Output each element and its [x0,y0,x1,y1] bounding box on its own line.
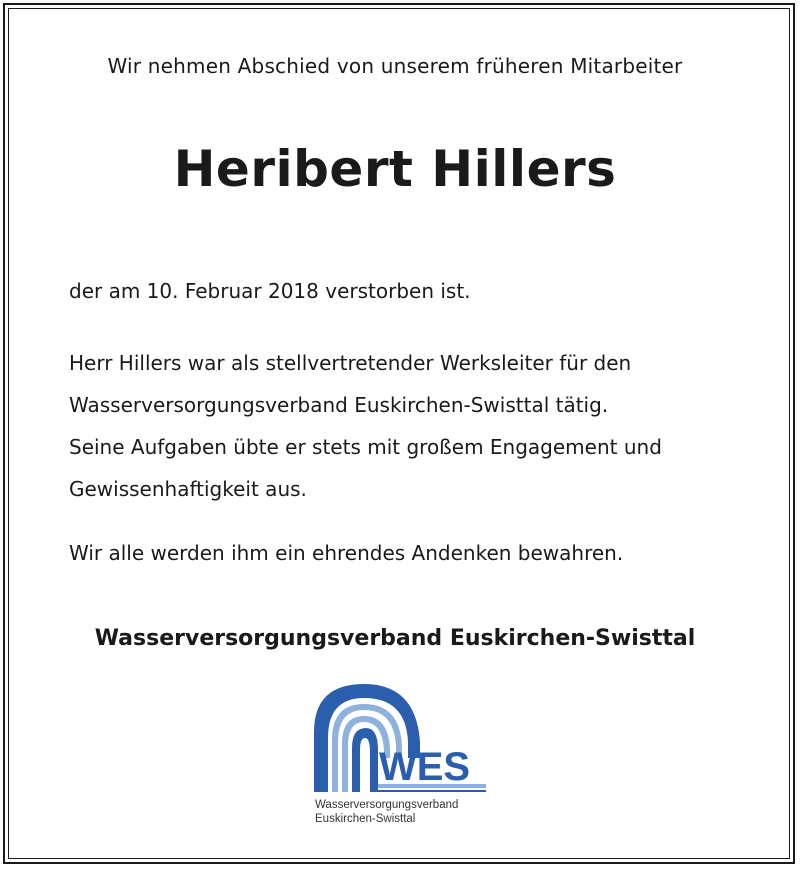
bio-line: Seine Aufgaben übte er stets mit großem Engagement und [69,435,662,459]
logo-stripe [378,790,486,792]
bio-line: Wasserversorgungsverband Euskirchen-Swisttal tätig. [69,393,609,417]
logo-caption-line: Euskirchen-Swisttal [315,813,416,825]
deceased-name: Heribert Hillers [173,140,617,198]
biography-paragraph [69,342,662,510]
logo-acronym: WES [379,745,471,789]
death-date-line: der am 10. Februar 2018 verstorben ist. [69,279,471,303]
closing-line: Wir alle werden ihm ein ehrendes Andenken bewahren. [69,541,624,565]
logo-caption-line: Wasserversorgungsverband [315,799,459,811]
logo-arch-inner [352,728,378,792]
bio-line: Gewissenhaftigkeit aus. [69,477,307,501]
bio-line: Herr Hillers war als stellvertretender Werksleiter für den [69,351,632,375]
intro-text: Wir nehmen Abschied von unserem früheren Mitarbeiter [107,54,683,78]
logo-caption [315,798,458,826]
signature-organization: Wasserversorgungsverband Euskirchen-Swisttal [94,626,696,651]
